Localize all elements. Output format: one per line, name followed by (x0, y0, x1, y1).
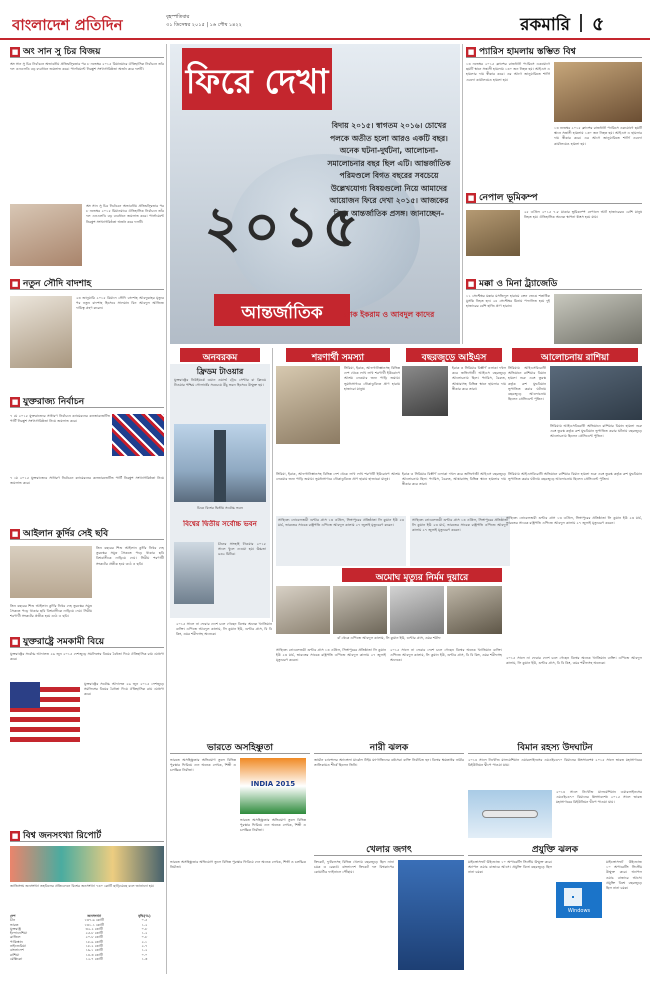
refugee-text: সিরিয়া, ইরাক, আফগানিস্তানসহ বিভিন্ন দেশ থেকে লাখ লাখ শরণার্থী ইউরোপে আশ্রয় নেওয়ার জন্য পাড়ি জমায়। ভূমধ্যসাগরে নৌকাডুবিতে প্রাণ হারায় হাজারো মানুষ। (344, 366, 400, 391)
tech-text: মাইক্রোসফট উইন্ডোজ ১০ অপারেটিং সিস্টেম উন্মুক্ত করে। অ্যাপল ওয়াচ বাজারে আসে। প্রযুক্তি বিশ্বে বছরজুড়ে ছিল নানা চমক। (468, 860, 552, 875)
table-cell: ইন্দোনেশিয়া (10, 931, 28, 936)
russia-continued: সিরিয়ায় আইএসবিরোধী অভিযানে রাশিয়ার বিমান হামলা শুরু এবং তুরস্ক কর্তৃক রুশ যুদ্ধবিমান ভূপাতিত করার ঘটনায় বছরজুড়ে আলোচনায় ছিলেন প্রেসিডেন্ট পুতিন। (508, 472, 642, 482)
column-rule-left (166, 44, 167, 974)
bullet-icon: ■ (11, 637, 19, 646)
plane-heading: বিমান রহস্য উদঘাটন (468, 740, 642, 754)
is-heading: বছরজুড়ে আইএস (421, 353, 487, 363)
us-flag-photo (10, 682, 80, 742)
tower-photo (174, 424, 266, 502)
saudi-king-text: ২৩ জানুয়ারি ২০১৫ রিয়াদে সৌদি বাদশাহ আবদুল্লাহর মৃত্যুর পর নতুন বাদশাহ হিসেবে সালমান বিন আবদুল আজিজ দায়িত্ব গ্রহণ করেন। (76, 296, 164, 311)
population-graphic (10, 846, 164, 882)
uk-flag-photo (112, 414, 164, 456)
table-cell: ব্রাজিল (10, 935, 21, 940)
flag-canton (10, 682, 40, 708)
page-divider (580, 14, 582, 32)
banner-byline: রণক ইকরাম ও আবদুল কাদের (343, 310, 435, 319)
table-cell: ১৪.৩ কোটি (85, 952, 103, 957)
sharif-photo (447, 586, 502, 634)
page-number: ৫ (592, 13, 605, 35)
mecca-text: ১১ সেপ্টেম্বর মক্কার মসজিদুল হারামে ক্রেন ভেঙে শতাধিক মুসল্লি নিহত হন। ২৪ সেপ্টেম্বর মিনায় পদদলিত হয়ে দুই হাজারের বেশি হাজি প্রাণ হারান। (466, 294, 550, 309)
table-cell: ১.২ (141, 948, 148, 953)
suu-kyi-text: অং সান সু চির নির্বাচনে অভাবনীয় প্রতিদ্বন্দ্বিতার পর ৮ নভেম্বর ২০১৫ মিয়ানমারে ঐতিহাসিক নির্বাচনে তাঁর দল এনএলডি বড় ব্যবধানে জয়লাভ করে। পার্লামেন্টে নিরঙ্কুশ সংখ্যাগরিষ্ঠতা অর্জন করে দলটি। (10, 62, 164, 72)
aylan-text: তিন বছরের শিশু আইলান কুর্দির নিথর দেহ তুরস্কের সমুদ্র সৈকতে পড়ে থাকার ছবি বিশ্ববাসীকে নাড়িয়ে দেয়। সিরীয় শরণার্থী সংকটের প্রতীক হয়ে ওঠে এ ছবি। (96, 546, 164, 566)
windows-photo (556, 882, 602, 918)
death-right-text: সাহিত্যে নোবেলজয়ী গুন্টার গ্রাস ১৩ এপ্রিল, সিঙ্গাপুরের প্রতিষ্ঠাতা লি কুয়ান ইউ ২৩ মার্চ, ভারতের সাবেক রাষ্ট্রপতি এপিজে আবদুল কালাম ২৭ জুলাই মৃত্যুবরণ করেন। (506, 516, 642, 526)
uk-election-text: ৭ মে ২০১৫ যুক্তরাজ্যের সাধারণ নির্বাচনে ক্যামেরনের কনজারভেটিভ পার্টি নিরঙ্কুশ সংখ্যাগরিষ্ঠতা নিয়ে জয়লাভ করে। (10, 414, 110, 424)
table-cell: ১.২ (141, 931, 148, 936)
table-cell: রাশিয়া (10, 952, 20, 957)
mecca-photo (554, 294, 642, 344)
nepal-heading: ■ নেপাল ভূমিকম্প (466, 190, 642, 204)
kalam-photo (276, 586, 330, 634)
banner-subtitle: আন্তর্জাতিক (241, 303, 323, 323)
russia-text: সিরিয়ায় আইএসবিরোধী অভিযানে রাশিয়ার বিমান হামলা শুরু এবং তুরস্ক কর্তৃক রুশ যুদ্ধবিমান ভূপাতিত করার ঘটনায় বছরজুড়ে আলোচনায় ছিলেন প্রেসিডেন্ট পুতিন। (508, 366, 546, 402)
tech-heading: প্রযুক্তি ঝলক (468, 842, 642, 856)
archive-label: অনবরকম (202, 353, 238, 363)
tallest-heading: বিশ্বের দ্বিতীয় সর্বোচ্চ ভবন (183, 520, 257, 528)
bullet-icon: ■ (11, 47, 19, 56)
us-marriage-heading: ■ যুক্তরাষ্ট্রে সমকামী বিয়ে (10, 634, 164, 648)
paris-text: ১৩ নভেম্বর ২০১৫ ফ্রান্সের রাজধানী প্যারিসে একযোগে ছয়টি স্থানে সন্ত্রাসী হামলায় ১৩০ জন নিহত হয়। আইএস এ হামলার দায় স্বীকার করে। এর আগে জানুয়ারিতে শার্লি এবদো কার্যালয়েও হামলা হয়। (466, 62, 550, 82)
left-column (0, 44, 164, 974)
tallest-text: চীনের সাংহাই টাওয়ার ২০১৫ সালে খুলে দেওয়া হয়। উচ্চতা ৬৩২ মিটার। (218, 542, 266, 557)
table-cell: চীন (10, 918, 16, 923)
sport-photo (398, 860, 464, 970)
sport-block (314, 842, 464, 974)
india-text: ভারতে অসহিষ্ণুতার অভিযোগ তুলে বিভিন্ন পুরস্কার ফিরিয়ে দেন অনেক লেখক, শিল্পী ও চলচ্চিত্র নির্মাতা। (170, 758, 236, 773)
bullet-icon: ■ (467, 193, 475, 202)
us-marriage-text-2: যুক্তরাষ্ট্রের সর্বোচ্চ আদালত ২৬ জুন ২০১৫ দেশজুড়ে সমলিঙ্গের বিয়ের বৈধতা দিয়ে ঐতিহাসিক রায় ঘোষণা করে। (84, 682, 164, 697)
table-cell: ২.৭ (141, 944, 148, 949)
table-cell: ২০.৮ কোটি (85, 935, 103, 940)
archive-block (170, 348, 270, 618)
list-block (60, 772, 160, 782)
lee-photo (333, 586, 387, 634)
uk-election-heading: ■ যুক্তরাজ্য নির্বাচন (10, 394, 164, 408)
is-continued: ইরাক ও সিরিয়ার বিস্তীর্ণ এলাকা দখল করে জঙ্গিগোষ্ঠী আইএস বছরজুড়ে আলোচনায় ছিল। প্যারিস, বৈরুত, আঙ্কারাসহ বিভিন্ন স্থানে হামলার দায় স্বীকার করে তারা। (402, 472, 506, 487)
india-badge-text: INDIA 2015 (250, 780, 296, 788)
uk-election-text-2: ৭ মে ২০১৫ যুক্তরাজ্যের সাধারণ নির্বাচনে ক্যামেরনের কনজারভেটিভ পার্টি নিরঙ্কুশ সংখ্যাগরিষ্ঠতা নিয়ে জয়লাভ করে। (10, 476, 164, 486)
death-more-1: সাহিত্যে নোবেলজয়ী গুন্টার গ্রাস ১৩ এপ্রিল, সিঙ্গাপুরের প্রতিষ্ঠাতা লি কুয়ান ইউ ২৩ মার্চ, ভারতের সাবেক রাষ্ট্রপতি এপিজে আবদুল কালাম ২৭ জুলাই মৃত্যুবরণ করেন। (276, 648, 386, 663)
right-column (466, 44, 642, 348)
bullet-icon: ■ (11, 279, 19, 288)
banner-title: ফিরে দেখা (185, 62, 329, 102)
table-cell: নাইজেরিয়া (10, 944, 26, 949)
death-caption: বাঁ থেকে এপিজে আবদুল কালাম, লি কুয়ান ইউ, গুন্টার গ্রাস, ওমর শরীফ (337, 636, 441, 640)
saudi-king-heading: ■ নতুন সৌদি বাদশাহ (10, 276, 164, 290)
table-cell: ১৩৭.৬ কোটি (84, 918, 104, 923)
table-cell: ২৫.৮ কোটি (85, 931, 103, 936)
population-heading: ■ বিশ্ব জনসংখ্যা রিপোর্ট (10, 828, 164, 842)
table-cell: ১৩১.১ কোটি (84, 922, 104, 927)
sport-text: ক্রিকেট, ফুটবলসহ বিভিন্ন খেলায় বছরজুড়ে ছিল নানা চমক ও রেকর্ড। বাংলাদেশ ক্রিকেট দল বিশ্বকাপের কোয়ার্টার ফাইনালে পৌঁছায়। (314, 860, 394, 875)
table-cell: ১.৩ (141, 956, 148, 961)
table-cell: ভারত (10, 922, 19, 927)
is-text: ইরাক ও সিরিয়ার বিস্তীর্ণ এলাকা দখল করে জঙ্গিগোষ্ঠী আইএস বছরজুড়ে আলোচনায় ছিল। প্যারিস, বৈরুত, আঙ্কারাসহ বিভিন্ন স্থানে হামলার দায় স্বীকার করে তারা। (452, 366, 506, 391)
india-heading: ভারতে অসহিষ্ণুতা (170, 740, 310, 754)
death-heading: অমোঘ মৃত্যুর নির্মম দুয়ারে (375, 573, 469, 583)
column-rule-archive (272, 348, 273, 622)
col-country: দেশ (10, 914, 16, 918)
women-text: জার্মান চ্যান্সেলর অ্যাঙ্গেলা মার্কেল টাইম ম্যাগাজিনের বর্ষসেরা ব্যক্তি নির্বাচিত হন। বিশ্বের ক্ষমতাধর নারীর তালিকায়ও শীর্ষে ছিলেন তিনি। (314, 758, 464, 768)
aylan-heading: ■ আইলান কুর্দির সেই ছবি (10, 526, 164, 540)
tech-block (468, 842, 642, 974)
refugee-photo (276, 366, 340, 444)
india-text-2: ভারতে অসহিষ্ণুতার অভিযোগ তুলে বিভিন্ন পুরস্কার ফিরিয়ে দেন অনেক লেখক, শিল্পী ও চলচ্চিত্র নির্মাতা। (240, 818, 306, 833)
shanghai-photo (174, 542, 214, 604)
section-name: রকমারি (520, 15, 570, 35)
saudi-king-photo (10, 296, 72, 368)
windows-label: Windows (567, 908, 591, 914)
us-marriage-text: যুক্তরাষ্ট্রের সর্বোচ্চ আদালত ২৬ জুন ২০১৫ দেশজুড়ে সমলিঙ্গের বিয়ের বৈধতা দিয়ে ঐতিহাসিক রায় ঘোষণা করে। (10, 652, 164, 662)
population-table (10, 914, 164, 961)
banner (170, 44, 460, 344)
table-cell: ০.৫ (141, 918, 148, 923)
banner-intro: বিদায় ২০১৫। স্বাগতম ২০১৬। চোখের পলকে অতীত হলো আরও একটি বছর। অনেক ঘটনা-দুর্ঘটনা, আলোচনা-সমালোচনার বছর ছিল এটি। আন্তর্জাতিক পরিমণ্ডলে বিগত বছরের সবচেয়ে উল্লেখযোগ্য বিষয়গুলো নিয়ে আমাদের আয়োজন ফিরে দেখা ২০১৫। আজকের বিষয় আন্তর্জাতিক প্রসঙ্গ। জানাচ্ছেন– (327, 121, 451, 218)
sport-heading: খেলার জগৎ (314, 842, 464, 856)
col-population: জনসংখ্যা (87, 914, 102, 918)
india-badge (240, 758, 306, 814)
freedom-tower-text: যুক্তরাষ্ট্রের নিউইয়র্কে ওয়ান ওয়ার্ল্ড ট্রেড সেন্টার বা ফ্রিডম টাওয়ার পশ্চিম গোলার্ধের সবচেয়ে উঁচু ভবন হিসেবে উন্মুক্ত হয়। (174, 378, 266, 388)
table-row (10, 957, 164, 961)
windows-logo-icon (564, 888, 582, 906)
aylan-text-2: তিন বছরের শিশু আইলান কুর্দির নিথর দেহ তুরস্কের সমুদ্র সৈকতে পড়ে থাকার ছবি বিশ্ববাসীকে নাড়িয়ে দেয়। সিরীয় শরণার্থী সংকটের প্রতীক হয়ে ওঠে এ ছবি। (10, 604, 92, 619)
death-photos (276, 586, 502, 634)
death-more-2: ২০১৫ সালে না ফেরার দেশে চলে গেছেন বিশ্বের অনেক খ্যাতিমান ব্যক্তি। এপিজে আবদুল কালাম, লি কুয়ান ইউ, গুন্টার গ্রাস, বি বি কিং, ওমর শরীফসহ অনেকে। (390, 648, 502, 663)
death-text: ২০১৫ সালে না ফেরার দেশে চলে গেছেন বিশ্বের অনেক খ্যাতিমান ব্যক্তি। এপিজে আবদুল কালাম, লি কুয়ান ইউ, গুন্টার গ্রাস, বি বি কিং, ওমর শরীফসহ অনেকে। (176, 622, 272, 637)
table-cell: ০.০ (141, 952, 148, 957)
plane-shape (482, 810, 538, 818)
masthead-day: বৃহস্পতিবার (166, 14, 190, 20)
population-text: জাতিসংঘ জনসংখ্যা তহবিলের প্রতিবেদনে বিশ্বের জনসংখ্যা ৭৩০ কোটি ছাড়িয়েছে বলে জানানো হয়। (10, 884, 155, 888)
death-list-1: সাহিত্যে নোবেলজয়ী গুন্টার গ্রাস ১৩ এপ্রিল, সিঙ্গাপুরের প্রতিষ্ঠাতা লি কুয়ান ইউ ২৩ মার্চ, ভারতের সাবেক রাষ্ট্রপতি এপিজে আবদুল কালাম ২৭ জুলাই মৃত্যুবরণ করেন। (276, 516, 406, 566)
suu-kyi-photo (10, 204, 82, 266)
list-block-center (170, 740, 171, 741)
banner-year: ২০১৫ (204, 195, 362, 260)
russia-block (508, 348, 642, 470)
table-cell: ০.৮ (141, 935, 148, 940)
death-list-2: সাহিত্যে নোবেলজয়ী গুন্টার গ্রাস ১৩ এপ্রিল, সিঙ্গাপুরের প্রতিষ্ঠাতা লি কুয়ান ইউ ২৩ মার্চ, ভারতের সাবেক রাষ্ট্রপতি এপিজে আবদুল কালাম ২৭ জুলাই মৃত্যুবরণ করেন। (410, 516, 510, 566)
paris-photo (554, 62, 642, 122)
women-block (314, 740, 464, 840)
freedom-tower-heading: ফ্রিডম টাওয়ার (196, 367, 244, 376)
refugee-heading: শরণার্থী সমস্যা (312, 353, 364, 363)
mecca-heading: ■ মক্কা ও মিনা ট্র্যাজেডি (466, 276, 642, 290)
women-heading: নারী ঝলক (314, 740, 464, 754)
tower-shape (214, 430, 226, 502)
is-photo (402, 366, 448, 416)
grass-photo (390, 586, 444, 634)
russia-heading: আলোচনায় রাশিয়া (540, 353, 610, 363)
bullet-icon: ■ (467, 47, 475, 56)
column-rule-right (462, 44, 463, 344)
tower-caption: চিত্রে বিশ্বের দ্বিতীয় সর্বোচ্চ ভবন (197, 506, 243, 510)
table-cell: ১৬.১ কোটি (85, 948, 103, 953)
india-text-3: ভারতে অসহিষ্ণুতার অভিযোগ তুলে বিভিন্ন পুরস্কার ফিরিয়ে দেন অনেক লেখক, শিল্পী ও চলচ্চিত্র নির্মাতা। (170, 860, 306, 870)
bullet-icon: ■ (11, 831, 19, 840)
table-cell: ০.৮ (141, 926, 148, 931)
table-cell: ২.১ (141, 939, 148, 944)
is-block (402, 348, 506, 470)
paris-heading: ■ প্যারিস হামলায় স্তম্ভিত বিশ্ব (466, 44, 642, 58)
plane-text-2: ২০১৪ সালে নিখোঁজ মালয়েশিয়ান এয়ারলাইনসের এমএইচ৩৭০ বিমানের ধ্বংসাবশেষ ২০১৫ সালে ভারত মহাসাগরের রিইউনিয়ন দ্বীপে পাওয়া যায়। (556, 790, 642, 805)
death-more-3: ২০১৫ সালে না ফেরার দেশে চলে গেছেন বিশ্বের অনেক খ্যাতিমান ব্যক্তি। এপিজে আবদুল কালাম, লি কুয়ান ইউ, গুন্টার গ্রাস, বি বি কিং, ওমর শরীফসহ অনেকে। (506, 656, 642, 666)
india-block (170, 740, 310, 974)
bullet-icon: ■ (11, 529, 19, 538)
masthead (0, 0, 650, 40)
table-cell: ১৮.৯ কোটি (85, 939, 103, 944)
table-cell: ১২.৭ কোটি (85, 956, 103, 961)
col-growth: বৃদ্ধি(%) (138, 914, 151, 918)
suu-kyi-text-2: অং সান সু চির নির্বাচনে অভাবনীয় প্রতিদ্বন্দ্বিতার পর ৮ নভেম্বর ২০১৫ মিয়ানমারে ঐতিহাসিক নির্বাচনে তাঁর দল এনএলডি বড় ব্যবধানে জয়লাভ করে। পার্লামেন্টে নিরঙ্কুশ সংখ্যাগরিষ্ঠতা অর্জন করে দলটি। (86, 204, 164, 224)
paper-logo: বাংলাদেশ প্রতিদিন (12, 16, 123, 34)
paris-text-2: ১৩ নভেম্বর ২০১৫ ফ্রান্সের রাজধানী প্যারিসে একযোগে ছয়টি স্থানে সন্ত্রাসী হামলায় ১৩০ জন নিহত হয়। আইএস এ হামলার দায় স্বীকার করে। এর আগে জানুয়ারিতে শার্লি এবদো কার্যালয়েও হামলা হয়। (554, 126, 642, 146)
nepal-text: ২৫ এপ্রিল ২০১৫ ৭.৮ মাত্রার ভূমিকম্পে নেপালে আট হাজারেরও বেশি মানুষ নিহত হয়। ঐতিহাসিক অনেক স্থাপনা ধ্বংস হয়ে যায়। (524, 210, 642, 220)
refugee-block (276, 348, 400, 470)
table-cell: ১৮.২ কোটি (85, 944, 103, 949)
putin-photo (550, 366, 642, 420)
plane-photo (468, 790, 552, 838)
table-cell: যুক্তরাষ্ট্র (10, 926, 21, 931)
table-cell: ৩২.২ কোটি (85, 926, 103, 931)
bullet-icon: ■ (467, 279, 475, 288)
table-cell: ১.২ (141, 922, 148, 927)
russia-text-2: সিরিয়ায় আইএসবিরোধী অভিযানে রাশিয়ার বিমান হামলা শুরু এবং তুরস্ক কর্তৃক রুশ যুদ্ধবিমান ভূপাতিত করার ঘটনায় বছরজুড়ে আলোচনায় ছিলেন প্রেসিডেন্ট পুতিন। (550, 424, 642, 439)
table-cell: পাকিস্তান (10, 939, 23, 944)
refugee-continued: সিরিয়া, ইরাক, আফগানিস্তানসহ বিভিন্ন দেশ থেকে লাখ লাখ শরণার্থী ইউরোপে আশ্রয় নেওয়ার জন্য পাড়ি জমায়। ভূমধ্যসাগরে নৌকাডুবিতে প্রাণ হারায় হাজারো মানুষ। (276, 472, 400, 482)
suu-kyi-heading: ■ অং সান সু চির বিজয় (10, 44, 164, 58)
tech-text-2: মাইক্রোসফট উইন্ডোজ ১০ অপারেটিং সিস্টেম উন্মুক্ত করে। অ্যাপল ওয়াচ বাজারে আসে। প্রযুক্তি বিশ্বে বছরজুড়ে ছিল নানা চমক। (606, 860, 642, 891)
bullet-icon: ■ (11, 397, 19, 406)
plane-text: ২০১৪ সালে নিখোঁজ মালয়েশিয়ান এয়ারলাইনসের এমএইচ৩৭০ বিমানের ধ্বংসাবশেষ ২০১৫ সালে ভারত মহাসাগরের রিইউনিয়ন দ্বীপে পাওয়া যায়। (468, 758, 642, 768)
aylan-photo (10, 546, 92, 598)
table-cell: মেক্সিকো (10, 956, 23, 961)
nepal-photo (466, 210, 520, 256)
table-cell: বাংলাদেশ (10, 948, 24, 953)
plane-block (468, 740, 642, 840)
masthead-date: ৩১ ডিসেম্বর ২০১৫ | ১৬ পৌষ ১৪২২ (166, 22, 242, 28)
